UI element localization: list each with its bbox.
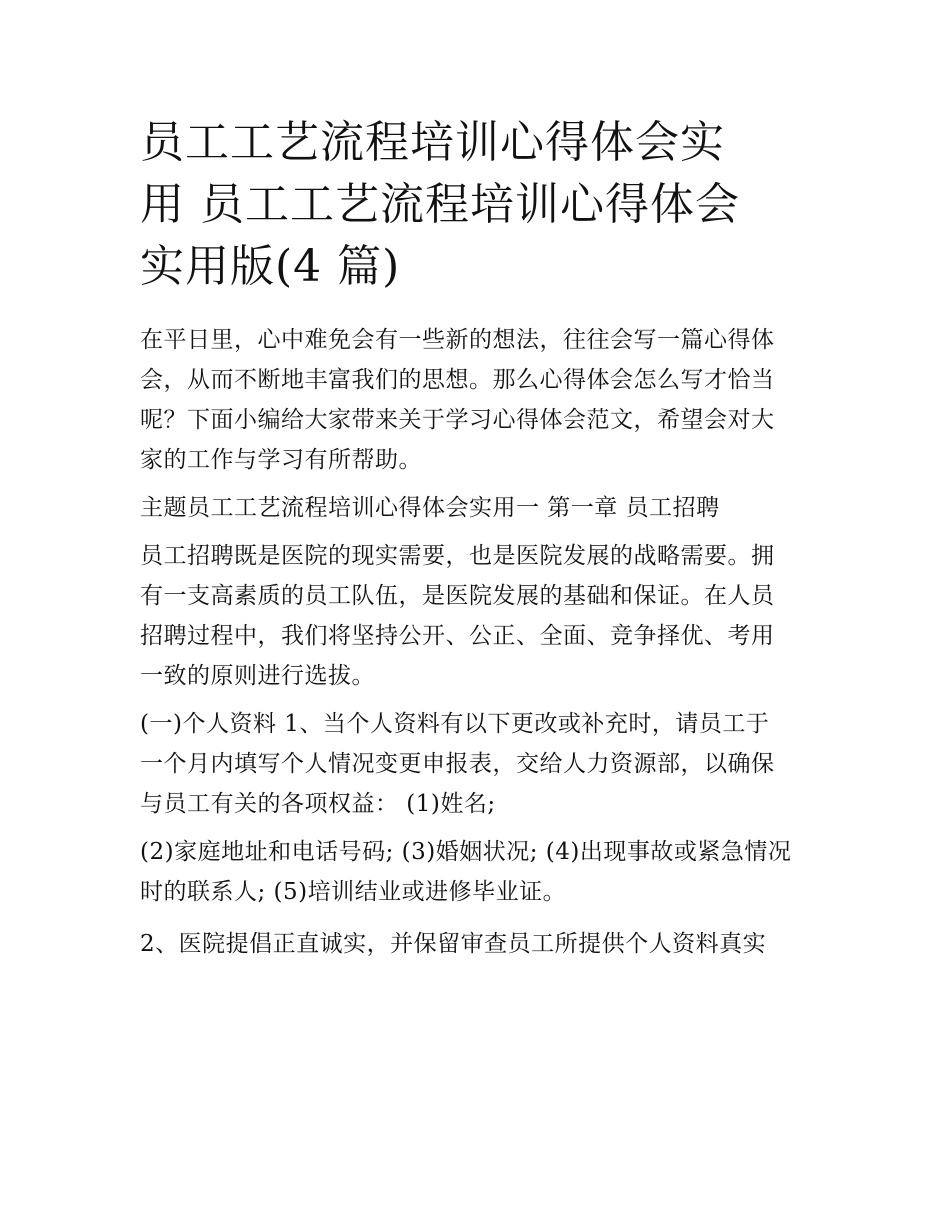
document-page [140,112,820,964]
personal-info-list-paragraph [140,832,820,912]
text-line: 呢？下面小编给大家带来关于学习心得体会范文，希望会对大 [140,407,775,433]
title-line: 用 员工工艺流程培训心得体会 [140,179,740,230]
text-line: (2)家庭地址和电话号码; (3)婚姻状况; (4)出现事故或紧急情况 [140,839,792,865]
section-heading [140,488,820,528]
text-line: 一致的原则进行选拔。 [140,663,375,689]
text-line: 招聘过程中，我们将坚持公开、公正、全面、竞争择优、考用 [140,623,775,649]
text-line: 在平日里，心中难免会有一些新的想法，往往会写一篇心得体 [140,327,775,353]
text-line: 会，从而不断地丰富我们的思想。那么心得体会怎么写才恰当 [140,367,775,393]
text-line: (一)个人资料 1、当个人资料有以下更改或补充时，请员工于 [140,711,770,737]
text-line: 与员工有关的各项权益： (1)姓名; [140,791,496,817]
text-line: 一个月内填写个人情况变更申报表，交给人力资源部，以确保 [140,751,775,777]
title-line: 实用版(4 篇) [140,241,401,292]
title-line: 员工工艺流程培训心得体会实 [140,117,725,168]
personal-info-paragraph [140,704,820,824]
document-body [140,320,820,964]
text-line: 员工招聘既是医院的现实需要，也是医院发展的战略需要。拥 [140,543,775,569]
text-line: 2、医院提倡正直诚实，并保留审查员工所提供个人资料真实 [140,931,767,957]
intro-paragraph [140,320,820,480]
text-line: 主题员工工艺流程培训心得体会实用一 第一章 员工招聘 [140,495,720,521]
text-line: 家的工作与学习有所帮助。 [140,447,422,473]
recruitment-paragraph [140,536,820,696]
text-line: 时的联系人; (5)培训结业或进修毕业证。 [140,879,567,905]
honesty-paragraph [140,924,820,964]
text-line: 有一支高素质的员工队伍，是医院发展的基础和保证。在人员 [140,583,775,609]
document-title [140,112,820,298]
